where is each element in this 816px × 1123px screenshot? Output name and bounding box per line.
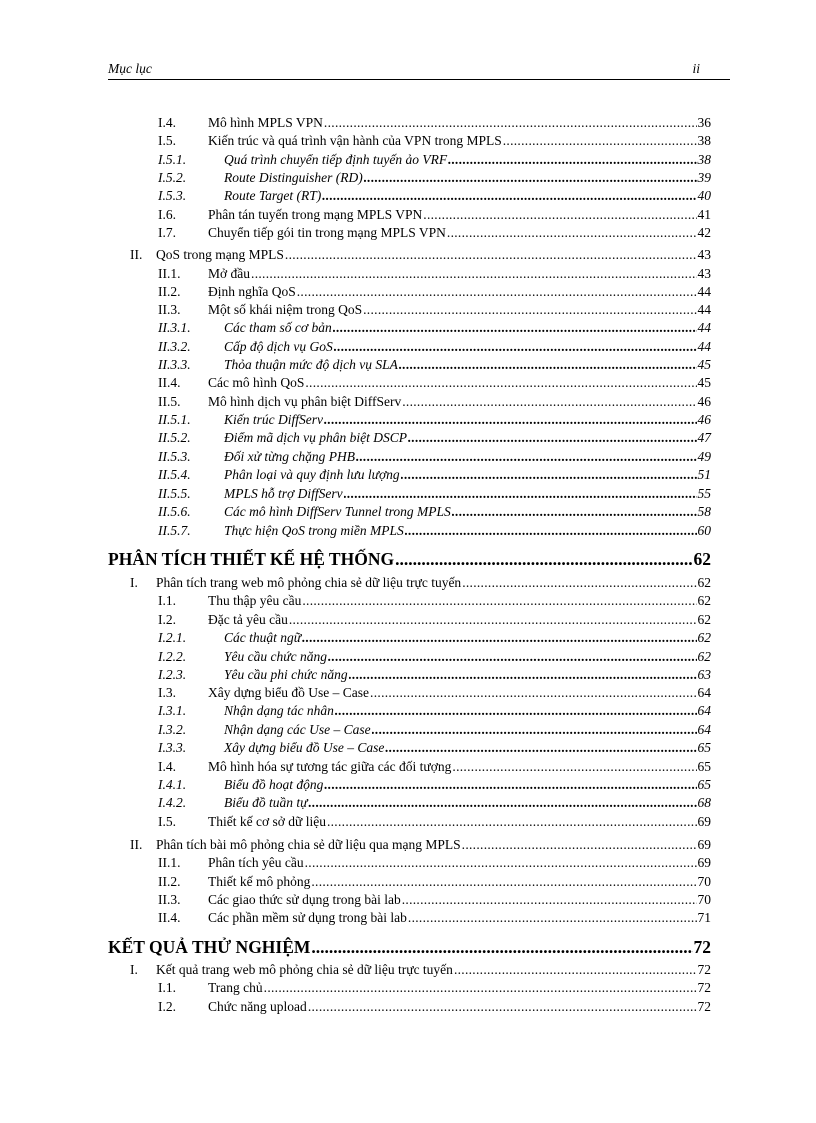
toc-page-number: 64 <box>697 722 711 737</box>
toc-page-number: 68 <box>697 795 711 810</box>
toc-page-number: 72 <box>697 962 711 977</box>
toc-page-number: 62 <box>697 649 711 664</box>
toc-entry-title: PHÂN TÍCH THIẾT KẾ HỆ THỐNG <box>108 549 395 569</box>
toc-entry[interactable] <box>130 247 711 263</box>
toc-page-number: 44 <box>697 284 711 299</box>
toc-entry-number: I.4. <box>158 115 176 130</box>
toc-entry-title: Phân tích trang web mô phỏng chia sẻ dữ liệu trực tuyến <box>156 575 462 590</box>
toc-entry[interactable] <box>130 837 711 853</box>
toc-entry-number: II.5.2. <box>158 430 191 445</box>
toc-dot-leader <box>328 649 697 665</box>
toc-entry[interactable] <box>158 593 711 609</box>
toc-page-number: 62 <box>693 549 711 569</box>
toc-page-number: 69 <box>697 837 711 852</box>
toc-entry[interactable] <box>158 188 711 204</box>
toc-entry-number: I.3.1. <box>158 703 187 718</box>
toc-entry-number: I.4. <box>158 759 176 774</box>
toc-page-number: 62 <box>697 630 711 645</box>
toc-entry-number: II.1. <box>158 855 181 870</box>
toc-entry-title: Xây dựng biểu đồ Use – Case <box>208 685 370 700</box>
toc-dot-leader <box>305 375 696 391</box>
toc-entry[interactable] <box>158 722 711 738</box>
toc-entry-number: II.3.3. <box>158 357 191 372</box>
toc-dot-leader <box>408 910 697 926</box>
toc-page-number: 70 <box>697 874 711 889</box>
toc-entry-number: II.5.5. <box>158 486 191 501</box>
toc-page-number: 65 <box>697 777 711 792</box>
toc-page-number: 45 <box>697 375 711 390</box>
toc-entry[interactable] <box>158 486 711 502</box>
toc-entry[interactable] <box>158 394 711 410</box>
toc-entry-title: Phân tích yêu cầu <box>208 855 304 870</box>
toc-entry[interactable] <box>158 814 711 830</box>
toc-entry[interactable] <box>158 170 711 186</box>
toc-entry-title: Chuyển tiếp gói tin trong mạng MPLS VPN <box>208 225 446 240</box>
toc-page-number: 63 <box>697 667 711 682</box>
toc-page-number: 49 <box>697 449 711 464</box>
toc-entry-title: Các phần mềm sử dụng trong bài lab <box>208 910 407 925</box>
toc-entry-title: Đặc tả yêu cầu <box>208 612 288 627</box>
toc-entry[interactable] <box>158 320 711 336</box>
toc-dot-leader <box>297 284 697 300</box>
toc-dot-leader <box>423 207 696 223</box>
toc-page-number: 72 <box>697 980 711 995</box>
toc-dot-leader <box>327 814 697 830</box>
toc-entry-number: I.5.3. <box>158 188 187 203</box>
toc-entry-title: Thu thập yêu cầu <box>208 593 302 608</box>
toc-entry-title: Route Target (RT) <box>224 188 322 203</box>
toc-entry[interactable] <box>158 759 711 775</box>
toc-page-number: 44 <box>697 339 711 354</box>
toc-entry-number: I.3.2. <box>158 722 187 737</box>
toc-page-number: 69 <box>697 855 711 870</box>
toc-entry-title: Nhận dạng các Use – Case <box>224 722 371 737</box>
toc-entry[interactable] <box>158 430 711 446</box>
toc-page-number: 55 <box>697 486 711 501</box>
toc-dot-leader <box>324 115 697 131</box>
toc-entry-number: II.5.3. <box>158 449 191 464</box>
toc-entry-number: II. <box>130 247 143 262</box>
toc-entry-title: Xây dựng biểu đồ Use – Case <box>224 740 385 755</box>
toc-entry-title: Kết quả trang web mô phỏng chia sẻ dữ liệu trực tuyến <box>156 962 453 977</box>
toc-dot-leader <box>372 722 697 738</box>
toc-entry-number: II.5. <box>158 394 181 409</box>
toc-entry[interactable] <box>158 740 711 756</box>
toc-page-number: 69 <box>697 814 711 829</box>
toc-page-number: 44 <box>697 302 711 317</box>
toc-dot-leader <box>370 685 696 701</box>
toc-entry-title: Chức năng upload <box>208 999 307 1014</box>
toc-page-number: 46 <box>697 412 711 427</box>
toc-entry-number: I.5.1. <box>158 152 187 167</box>
toc-entry[interactable] <box>158 225 711 241</box>
toc-entry-title: Yêu cầu phi chức năng <box>224 667 348 682</box>
toc-dot-leader <box>356 449 697 465</box>
toc-entry[interactable] <box>158 412 711 428</box>
toc-dot-leader <box>452 504 697 520</box>
toc-entry-title: Thực hiện QoS trong miền MPLS <box>224 523 404 538</box>
toc-entry-number: I.2.3. <box>158 667 187 682</box>
toc-page-number: 70 <box>697 892 711 907</box>
toc-chapter-entry[interactable] <box>108 549 711 570</box>
toc-page-number: 43 <box>697 266 711 281</box>
toc-entry-number: II.5.4. <box>158 467 191 482</box>
toc-entry-number: I. <box>130 575 138 590</box>
toc-dot-leader <box>322 188 696 204</box>
header-title: Mục lục <box>108 61 152 76</box>
toc-entry-title: KẾT QUẢ THỬ NGHIỆM <box>108 937 311 957</box>
toc-entry-title: Biểu đồ hoạt động <box>224 777 324 792</box>
toc-dot-leader <box>349 667 697 683</box>
toc-entry-title: Các mô hình QoS <box>208 375 305 390</box>
toc-entry-number: II.2. <box>158 874 181 889</box>
toc-entry-title: Phân tích bài mô phỏng chia sẻ dữ liệu qua mạng MPLS <box>156 837 461 852</box>
toc-page-number: 62 <box>697 575 711 590</box>
toc-entry-title: QoS trong mạng MPLS <box>156 247 284 262</box>
toc-entry[interactable] <box>158 284 711 300</box>
toc-entry[interactable] <box>130 575 711 591</box>
toc-entry-number: II.4. <box>158 375 181 390</box>
toc-entry-title: Mô hình hóa sự tương tác giữa các đối tượng <box>208 759 452 774</box>
toc-entry[interactable] <box>158 777 711 793</box>
toc-dot-leader <box>335 703 697 719</box>
toc-dot-leader <box>308 999 697 1015</box>
toc-entry[interactable] <box>158 467 711 483</box>
toc-dot-leader <box>401 467 697 483</box>
toc-page-number: 45 <box>697 357 711 372</box>
toc-page-number: 60 <box>697 523 711 538</box>
toc-entry[interactable] <box>158 855 711 871</box>
toc-dot-leader <box>311 874 696 890</box>
toc-entry-number: I. <box>130 962 138 977</box>
toc-dot-leader <box>324 777 696 793</box>
toc-page-number: 65 <box>697 759 711 774</box>
toc-entry-title: Quá trình chuyển tiếp định tuyến ảo VRF <box>224 152 448 167</box>
toc-entry[interactable] <box>158 449 711 465</box>
page-header <box>108 59 730 80</box>
toc-entry[interactable] <box>158 910 711 926</box>
toc-dot-leader <box>305 855 697 871</box>
toc-dot-leader <box>448 152 696 168</box>
toc-entry[interactable] <box>158 649 711 665</box>
toc-page-number: 51 <box>697 467 711 482</box>
toc-entry-title: Thiết kế cơ sở dữ liệu <box>208 814 326 829</box>
toc-entry-title: Đối xử từng chặng PHB <box>224 449 355 464</box>
toc-entry-number: I.4.1. <box>158 777 187 792</box>
toc-entry[interactable] <box>158 133 711 149</box>
toc-entry[interactable] <box>158 375 711 391</box>
toc-entry[interactable] <box>158 152 711 168</box>
toc-entry-title: Yêu cầu chức năng <box>224 649 327 664</box>
toc-entry-title: Các thuật ngữ <box>224 630 302 645</box>
toc-entry[interactable] <box>158 980 711 996</box>
toc-entry-number: I.2.1. <box>158 630 187 645</box>
toc-page-number: 58 <box>697 504 711 519</box>
toc-entry-number: II.4. <box>158 910 181 925</box>
toc-dot-leader <box>452 759 696 775</box>
toc-entry-number: I.7. <box>158 225 176 240</box>
toc-page-number: 71 <box>697 910 711 925</box>
toc-entry-title: Phân loại và quy định lưu lượng <box>224 467 400 482</box>
toc-entry[interactable] <box>158 302 711 318</box>
toc-entry-title: Kiến trúc DiffServ <box>224 412 323 427</box>
toc-page-number: 62 <box>697 612 711 627</box>
toc-entry-title: Một số khái niệm trong QoS <box>208 302 363 317</box>
toc-page-number: 39 <box>697 170 711 185</box>
toc-page-number: 64 <box>697 703 711 718</box>
toc-dot-leader <box>462 837 697 853</box>
toc-dot-leader <box>308 795 696 811</box>
toc-dot-leader <box>333 320 697 336</box>
toc-dot-leader <box>405 523 697 539</box>
toc-dot-leader <box>408 430 697 446</box>
toc-entry-title: Trang chủ <box>208 980 263 995</box>
toc-entry-number: II. <box>130 837 143 852</box>
toc-page-number: 62 <box>697 593 711 608</box>
toc-entry-number: I.5. <box>158 133 176 148</box>
toc-dot-leader <box>402 892 697 908</box>
toc-dot-leader <box>395 549 692 570</box>
toc-dot-leader <box>385 740 696 756</box>
toc-entry-number: I.6. <box>158 207 176 222</box>
toc-page-number: 42 <box>697 225 711 240</box>
toc-entry[interactable] <box>158 703 711 719</box>
toc-dot-leader <box>285 247 697 263</box>
toc-entry-number: II.3.1. <box>158 320 191 335</box>
toc-entry[interactable] <box>158 504 711 520</box>
toc-dot-leader <box>289 612 697 628</box>
toc-entry-title: Nhận dạng tác nhân <box>224 703 334 718</box>
toc-entry-title: Cấp độ dịch vụ GoS <box>224 339 333 354</box>
toc-dot-leader <box>324 412 697 428</box>
toc-entry-number: II.2. <box>158 284 181 299</box>
toc-entry-title: Mở đầu <box>208 266 251 281</box>
toc-entry[interactable] <box>158 999 711 1015</box>
toc-entry[interactable] <box>158 685 711 701</box>
toc-dot-leader <box>344 486 697 502</box>
toc-entry-title: Mô hình dịch vụ phân biệt DiffServ <box>208 394 402 409</box>
toc-entry-title: Các tham số cơ bản <box>224 320 332 335</box>
toc-entry[interactable] <box>158 630 711 646</box>
toc-entry-title: Thỏa thuận mức độ dịch vụ SLA <box>224 357 398 372</box>
toc-entry[interactable] <box>158 266 711 282</box>
toc-entry[interactable] <box>158 357 711 373</box>
toc-entry[interactable] <box>158 207 711 223</box>
toc-page-number: 36 <box>697 115 711 130</box>
header-page-number: ii <box>692 61 700 76</box>
toc-page-number: 38 <box>697 152 711 167</box>
toc-entry[interactable] <box>158 115 711 131</box>
toc-entry-number: II.5.6. <box>158 504 191 519</box>
toc-dot-leader <box>399 357 697 373</box>
toc-page-number: 64 <box>697 685 711 700</box>
toc-dot-leader <box>302 593 696 609</box>
toc-dot-leader <box>447 225 697 241</box>
toc-entry-number: I.3.3. <box>158 740 187 755</box>
toc-page-number: 72 <box>697 999 711 1014</box>
toc-entry-number: I.1. <box>158 980 176 995</box>
toc-dot-leader <box>454 962 697 978</box>
toc-entry-number: I.5. <box>158 814 176 829</box>
toc-entry-number: I.3. <box>158 685 176 700</box>
toc-entry-number: II.3. <box>158 892 181 907</box>
toc-page-number: 65 <box>697 740 711 755</box>
toc-entry-title: Điểm mã dịch vụ phân biệt DSCP <box>224 430 407 445</box>
toc-entry-title: Các giao thức sử dụng trong bài lab <box>208 892 401 907</box>
toc-entry[interactable] <box>158 795 711 811</box>
toc-entry[interactable] <box>158 612 711 628</box>
toc-entry-number: I.4.2. <box>158 795 187 810</box>
toc-entry-number: II.3. <box>158 302 181 317</box>
toc-entry[interactable] <box>158 874 711 890</box>
toc-entry-number: II.5.1. <box>158 412 191 427</box>
toc-entry[interactable] <box>158 892 711 908</box>
toc-entry-title: MPLS hỗ trợ DiffServ <box>224 486 343 501</box>
toc-page-number: 47 <box>697 430 711 445</box>
toc-dot-leader <box>264 980 697 996</box>
toc-dot-leader <box>402 394 696 410</box>
toc-page-number: 72 <box>693 937 711 957</box>
toc-entry[interactable] <box>158 523 711 539</box>
toc-entry-number: II.1. <box>158 266 181 281</box>
toc-page-number: 46 <box>697 394 711 409</box>
toc-dot-leader <box>302 630 696 646</box>
toc-entry-title: Thiết kế mô phỏng <box>208 874 311 889</box>
toc-entry-title: Mô hình MPLS VPN <box>208 115 323 130</box>
toc-chapter-entry[interactable] <box>108 937 711 958</box>
toc-entry-number: II.3.2. <box>158 339 191 354</box>
toc-entry[interactable] <box>158 667 711 683</box>
toc-dot-leader <box>251 266 696 282</box>
toc-entry-number: I.2.2. <box>158 649 187 664</box>
toc-entry-title: Các mô hình DiffServ Tunnel trong MPLS <box>224 504 451 519</box>
toc-entry-number: II.5.7. <box>158 523 191 538</box>
toc-entry-number: I.2. <box>158 612 176 627</box>
toc-page-number: 44 <box>697 320 711 335</box>
toc-entry-number: I.2. <box>158 999 176 1014</box>
toc-entry-number: I.1. <box>158 593 176 608</box>
toc-dot-leader <box>462 575 696 591</box>
toc-entry-title: Biểu đồ tuần tự <box>224 795 308 810</box>
toc-dot-leader <box>364 170 697 186</box>
toc-page-number: 41 <box>697 207 711 222</box>
toc-dot-leader <box>311 937 692 958</box>
toc-entry[interactable] <box>158 339 711 355</box>
toc-dot-leader <box>334 339 697 355</box>
toc-entry-title: Định nghĩa QoS <box>208 284 296 299</box>
toc-page-number: 40 <box>697 188 711 203</box>
toc-entry-number: I.5.2. <box>158 170 187 185</box>
toc-page-number: 38 <box>697 133 711 148</box>
toc-entry-title: Phân tán tuyến trong mạng MPLS VPN <box>208 207 423 222</box>
toc-entry-title: Kiến trúc và quá trình vận hành của VPN trong MPLS <box>208 133 502 148</box>
toc-page-number: 43 <box>697 247 711 262</box>
toc-dot-leader <box>363 302 696 318</box>
toc-entry-title: Route Distinguisher (RD) <box>224 170 363 185</box>
toc-dot-leader <box>503 133 697 149</box>
toc-entry[interactable] <box>130 962 711 978</box>
